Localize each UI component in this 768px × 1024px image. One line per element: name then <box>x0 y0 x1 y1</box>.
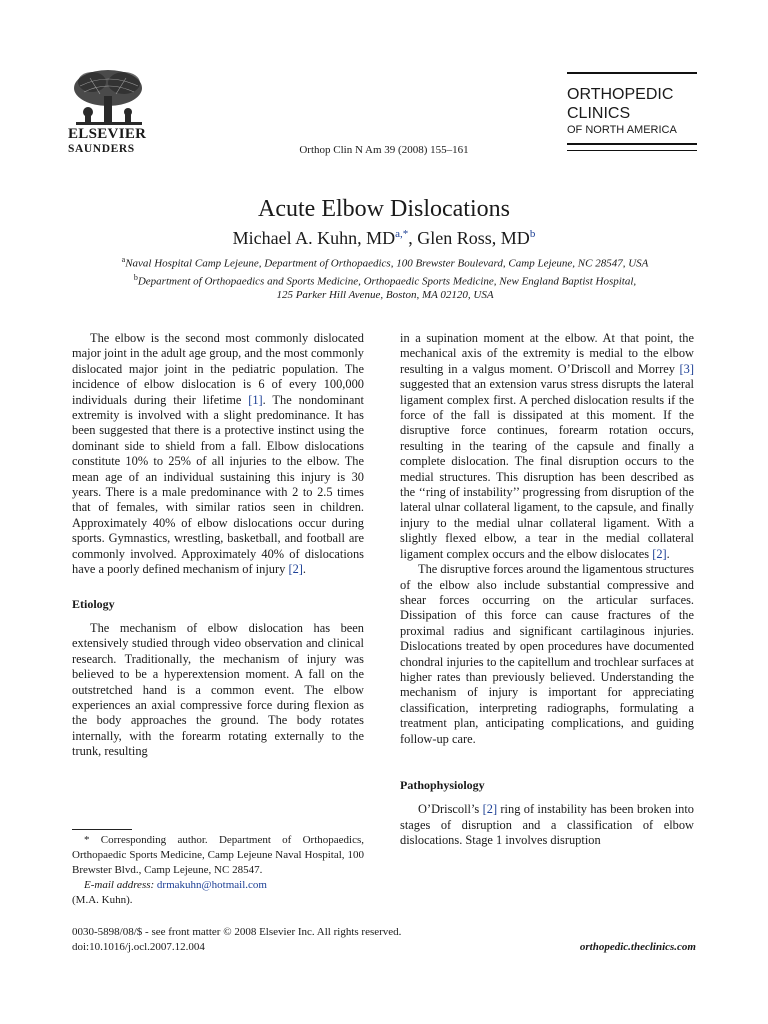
doi-line[interactable]: doi:10.1016/j.ocl.2007.12.004 <box>72 941 205 953</box>
publisher-name: ELSEVIER <box>68 126 147 142</box>
journal-title <box>567 85 673 123</box>
email-link[interactable]: drmakuhn@hotmail.com <box>156 879 267 891</box>
issn-copyright-line: 0030-5898/08/$ - see front matter © 2008 Elsevier Inc. All rights reserved. <box>72 926 402 938</box>
author-name: Michael A. Kuhn, MD <box>232 228 396 248</box>
corresponding-author-note: * Corresponding author. Department of Orthopaedics, Orthopaedic Sports Medicine, Camp Lejeune Naval Hospital, 100 Brewster Blvd., Camp Lejeune, NC 28547. <box>72 834 364 876</box>
email-line <box>72 878 364 893</box>
email-owner: (M.A. Kuhn). <box>72 894 133 906</box>
affiliation-label: b <box>133 272 138 282</box>
reference-link[interactable]: [1] <box>248 392 263 407</box>
left-column <box>72 331 364 760</box>
body-text: ring of instability has been broken into stages of disruption and a classification of elbow dislocations. Stage 1 involves disruption <box>400 802 694 848</box>
body-text: O’Driscoll’s <box>418 802 483 817</box>
body-text: in a supination moment at the elbow. At that point, the mechanical axis of the extremity is medial to the elbow resulting in a valgus moment. O’Driscoll and Morrey <box>400 331 694 376</box>
journal-subtitle: OF NORTH AMERICA <box>567 124 677 136</box>
author-line <box>0 228 768 249</box>
reference-link[interactable]: [2] <box>482 802 498 817</box>
affiliation-b-address: 125 Parker Hill Avenue, Boston, MA 02120, USA <box>276 289 494 302</box>
intro-paragraph <box>72 331 364 578</box>
affiliation-b <box>60 271 710 289</box>
mechanism-paragraph <box>400 331 694 562</box>
journal-url[interactable]: orthopedic.theclinics.com <box>579 941 696 953</box>
journal-bottom-rule-2 <box>567 150 697 151</box>
body-text: . The nondominant extremity is involved with a slight predominance. It has been suggested that there is a protective instinct using the dominant side to shield from a fall. Elbow dislocations constitute 10% to 25% of all injuries to the elbow. The mean age of an individual sustaining this injury is 30 years. There is a male predominance with 2 to 2.5 times that of females, with similar ratios seen in children. Approximately 40% of elbow dislocations occur during sports. Gymnastics, wrestling, basketball, and football are commonly involved. Approximately 40% of dislocations have a poorly defined mechanism of injury <box>72 392 364 577</box>
author-name: Glen Ross, MD <box>417 228 530 248</box>
footnote-rule <box>72 829 132 830</box>
journal-top-rule <box>567 72 697 74</box>
affiliation-label: a <box>121 255 126 264</box>
email-label: E-mail address: <box>84 879 155 891</box>
affiliation-text: Naval Hospital Camp Lejeune, Department of Orthopaedics, 100 Brewster Boulevard, Camp Lejeune, NC 28547, USA <box>125 257 649 270</box>
section-heading-etiology: Etiology <box>72 596 115 611</box>
author-affiliation-marker[interactable]: b <box>529 228 536 240</box>
journal-title-line: CLINICS <box>567 105 631 122</box>
reference-link[interactable]: [2] <box>652 546 667 561</box>
reference-link[interactable]: [2] <box>288 562 303 577</box>
elsevier-tree-logo <box>70 68 148 130</box>
footnote <box>72 833 364 908</box>
author-separator: , <box>408 228 418 248</box>
body-text: The elbow is the second most commonly dislocated major joint in the adult age group, and the most commonly dislocated major joint in the pediatric population. The incidence of elbow dislocation is 6 of every 100,000 individuals during their lifetime <box>72 331 364 407</box>
author-affiliation-marker[interactable]: a,* <box>395 228 409 240</box>
pathophysiology-paragraph <box>400 802 694 848</box>
article-title: Acute Elbow Dislocations <box>258 196 510 222</box>
affiliation-text: Department of Orthopaedics and Sports Medicine, Orthopaedic Sports Medicine, New England Baptist Hospital, <box>137 275 637 288</box>
etiology-paragraph: The mechanism of elbow dislocation has been extensively studied through video observation and clinical research. Traditionally, the mechanism of injury was believed to be a hyperextension moment. A fall on the outstretched hand is a common event. The elbow experiences an axial compressive force during flexion as the body approaches the ground. The body rotates internally, with the forearm rotating externally to the trunk, resulting <box>72 620 364 759</box>
body-text: suggested that an extension varus stress disrupts the lateral ligament complex first. A perched dislocation results if the force of the fall is dissipated at this moment. If the disruptive force continues, forearm rotation occurs, resulting in the tearing of the capsule and finally a complete dislocation. The final disruption occurs to the medial structures. This disruption has been described as the ‘‘ring of instability’’ progressing from disruption of the lateral ulnar collateral ligament, to the capsule, and finally injury to the medial ulnar collateral ligament. With a slightly flexed elbow, a tear in the medial collateral ligament complex occurs and the elbow dislocates <box>400 377 694 561</box>
right-column <box>400 331 694 849</box>
publisher-imprint: SAUNDERS <box>68 143 135 155</box>
affiliation-a <box>60 253 710 271</box>
forces-paragraph: The disruptive forces around the ligamentous structures of the elbow also include substantial compressive and shear forces occurring on the articular surfaces. Dissipation of this force can cause fractures of the proximal radius and significant cartilaginous injuries. Dislocations treated by open procedures have documented chondral injuries to the capitellum and trochlear surfaces at higher rates than previously believed. Understanding the mechanism of injury is important for appreciating classification, interpreting radiographs, formulating a treatment plan, anticipating complications, and guiding follow-up care. <box>400 562 694 746</box>
affiliations <box>60 253 710 302</box>
journal-title-line: ORTHOPEDIC <box>567 86 674 103</box>
journal-citation: Orthop Clin N Am 39 (2008) 155–161 <box>299 144 469 156</box>
journal-bottom-rule <box>567 143 697 145</box>
body-text: . <box>666 546 670 561</box>
reference-link[interactable]: [3] <box>679 361 694 376</box>
body-text: . <box>302 562 306 577</box>
section-heading-pathophysiology: Pathophysiology <box>400 777 485 792</box>
